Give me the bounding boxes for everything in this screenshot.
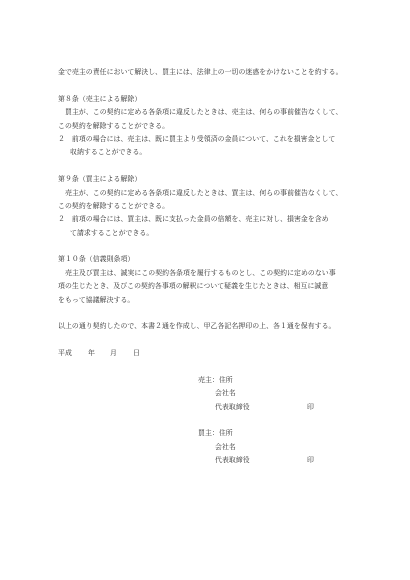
spacer (58, 334, 358, 347)
article-10-line1: 売主及び買主は、誠実にこの契約各条項を履行するものとし、この契約に定めのない事 (65, 268, 336, 277)
article-10-heading: 第１０条（信義則条項） (58, 255, 135, 264)
date-month: 月 (110, 349, 117, 358)
article-8-para2-line2: 収納することができる。 (70, 148, 147, 157)
date-era: 平成 (58, 349, 72, 358)
buyer-signature-block (198, 427, 358, 467)
spacer (58, 361, 358, 374)
spacer (58, 240, 358, 253)
article-10-line3: をもって協議解決する。 (58, 295, 135, 304)
contract-date (58, 347, 358, 360)
article-9-para1-line2: この契約を解除することができる。 (58, 201, 170, 210)
date-year: 年 (88, 349, 95, 358)
article-8-para2-line1: ２ 前項の場合には、売主は、既に買主より受領済の金員について、これを損害金として (58, 134, 336, 143)
article-9-para2-line1: ２ 前項の場合には、買主は、既に支払った金員の倍額を、売主に対し、損害金を含め (58, 215, 329, 224)
buyer-address-label: 買主：住所 (198, 429, 233, 438)
article-8-para1-line2: この契約を解除することができる。 (58, 121, 170, 130)
spacer (58, 414, 358, 427)
article-9-para2-line2: て請求することができる。 (70, 228, 154, 237)
article-10-line2: 項の生じたとき、及びこの契約各事項の解釈について疑義を生じたときは、相互に誠意 (58, 282, 329, 291)
buyer-seal-mark: 印 (307, 456, 314, 465)
article-8-para1-line1: 買主が、この契約に定める各条項に違反したときは、売主は、何らの事前催告なくして、 (65, 108, 343, 117)
spacer (58, 307, 358, 320)
seller-seal-mark: 印 (307, 402, 314, 411)
contract-body (58, 66, 358, 467)
date-day: 日 (133, 349, 140, 358)
article-8-heading: 第８条（売主による解除） (58, 94, 142, 103)
article-9-heading: 第９条（買主による解除） (58, 175, 142, 184)
seller-company-label: 会社名 (215, 389, 236, 398)
spacer (58, 160, 358, 173)
spacer (58, 79, 358, 92)
intro-line: 金で売主の責任において解決し、買主には、法律上の一切の迷惑をかけないことを約する。 (58, 68, 343, 76)
seller-representative-label: 代表取締役 (215, 402, 250, 411)
seller-signature-block (198, 374, 358, 414)
article-9-para1-line1: 売主が、この契約に定める各条項に違反したときは、買主は、何らの事前催告なくして、 (65, 188, 343, 197)
closing-statement: 以上の通り契約したので、本書２通を作成し、甲乙各記名押印の上、各１通を保有する。 (58, 322, 336, 331)
buyer-representative-label: 代表取締役 (215, 456, 250, 465)
seller-address-label: 売主：住所 (198, 375, 233, 384)
buyer-company-label: 会社名 (215, 442, 236, 451)
